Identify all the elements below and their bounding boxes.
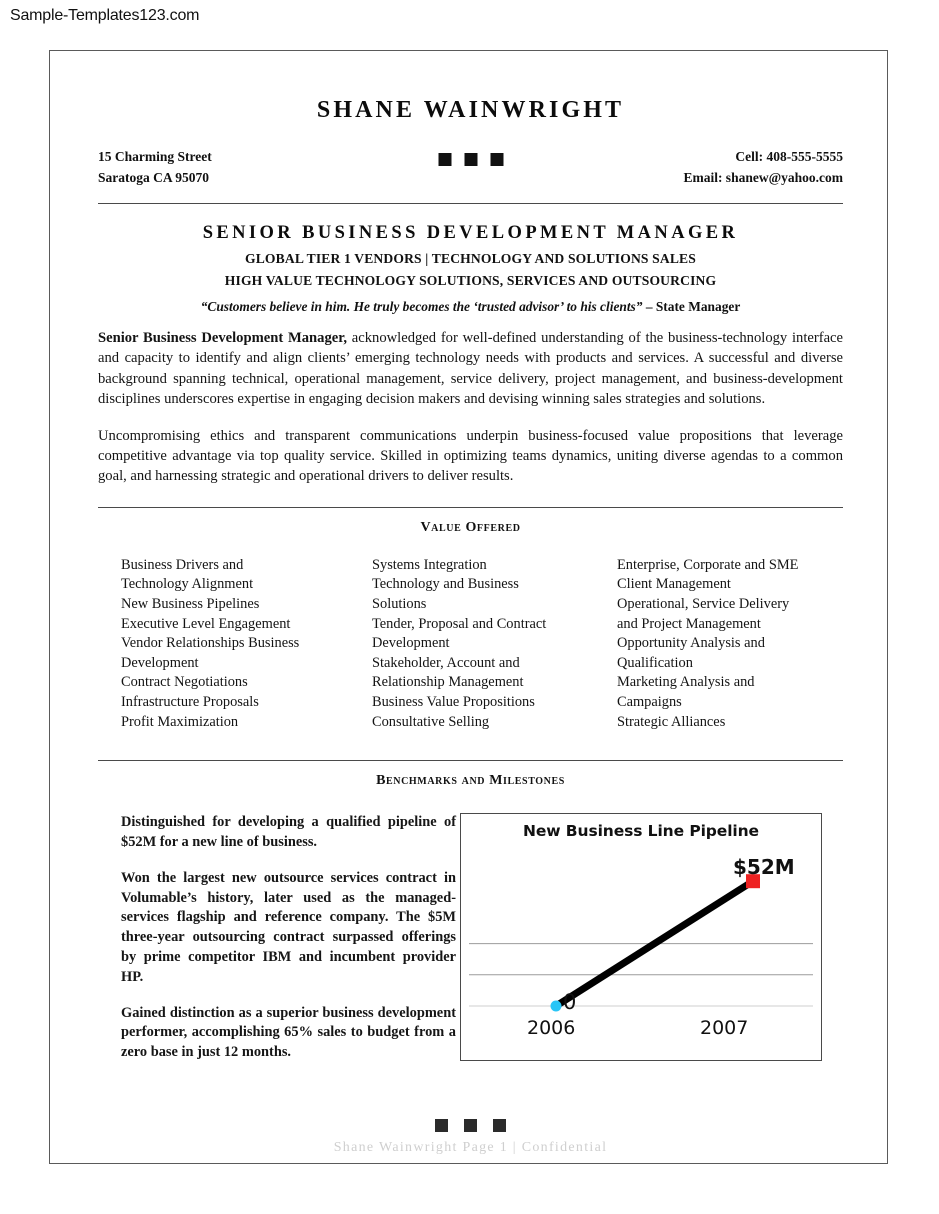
job-title: SENIOR BUSINESS DEVELOPMENT MANAGER [202, 223, 739, 243]
contact-details [683, 146, 843, 188]
value-item: Solutions [372, 596, 427, 613]
value-column-1 [121, 556, 372, 732]
square-glyph [435, 1119, 448, 1132]
benchmark-paragraph: Distinguished for developing a qualified pipeline of $52M for a new line of business. [121, 814, 456, 850]
value-item: and Project Management [617, 615, 761, 632]
value-item: Consultative Selling [372, 713, 490, 730]
email-text: Email: shanew@yahoo.com [683, 170, 843, 185]
value-item: Executive Level Engagement [121, 615, 291, 632]
square-glyph [438, 153, 451, 166]
quote-text: “Customers believe in him. He truly becomes the ‘trusted advisor’ to his clients” [200, 299, 643, 314]
value-item: Business Value Propositions [372, 694, 535, 710]
headline-block [98, 221, 843, 316]
value-item: Operational, Service Delivery [617, 596, 790, 613]
contact-row [98, 146, 843, 192]
three-squares-icon [438, 153, 503, 166]
chart-point-label-end: $52M [733, 855, 795, 880]
value-item: Strategic Alliances [617, 713, 726, 730]
three-squares-icon [98, 1119, 843, 1132]
value-item: Qualification [617, 654, 693, 671]
square-glyph [490, 153, 503, 166]
square-glyph [464, 1119, 477, 1132]
square-glyph [464, 153, 477, 166]
value-item: Opportunity Analysis and [617, 635, 765, 652]
benchmarks-heading: Benchmarks and Milestones [376, 773, 565, 789]
value-item: Infrastructure Proposals [121, 694, 259, 710]
value-item: Technology Alignment [121, 576, 254, 593]
chart-point-label-start: 0 [563, 990, 577, 1015]
value-item: Technology and Business [372, 576, 519, 593]
value-item: Development [372, 635, 450, 652]
address-line-2: Saratoga CA 95070 [98, 170, 209, 185]
site-watermark: Sample-Templates123.com [10, 7, 200, 24]
value-item: Business Drivers and [121, 556, 244, 573]
value-item: Systems Integration [372, 556, 487, 573]
value-item: Enterprise, Corporate and SME [617, 556, 799, 573]
phone-text: Cell: 408-555-5555 [735, 149, 843, 164]
job-subtitle-1: GLOBAL TIER 1 VENDORS | TECHNOLOGY AND SOLUTIONS SALES [244, 251, 696, 266]
footer-text: Shane Wainwright Page 1 | Confidential [333, 1140, 608, 1155]
chart-canvas [461, 814, 821, 1060]
value-item: Marketing Analysis and [617, 674, 755, 691]
benchmarks-divider [98, 760, 843, 761]
address-block [98, 146, 212, 188]
header-divider [98, 203, 843, 204]
value-column-2 [372, 556, 617, 732]
benchmarks-text-column [98, 813, 456, 1063]
summary-body-1: acknowledged for well-defined understanding of the business-technology interface and capacity to identify and align clients’ emerging technology needs with products and services. A successful and diverse background spanning technical, operational management, service delivery, project management, and business-development disciplines underscores expertise in engaging decision makers and devising winning sales strategies and solutions. [98, 330, 844, 408]
summary-lead-in: Senior Business Development Manager, [98, 330, 348, 346]
value-item: Profit Maximization [121, 713, 239, 730]
value-item: New Business Pipelines [121, 596, 260, 613]
value-item: Vendor Relationships Business [121, 635, 300, 652]
value-column-3 [617, 556, 857, 732]
quote-attribution: – State Manager [642, 299, 741, 314]
square-glyph [493, 1119, 506, 1132]
chart-xtick-2006: 2006 [527, 1017, 576, 1040]
address-line-1: 15 Charming Street [98, 149, 212, 164]
candidate-name: SHANE WAINWRIGHT [316, 97, 625, 123]
value-item: Development [121, 654, 199, 671]
value-offered-columns [98, 556, 843, 732]
chart-title: New Business Line Pipeline [523, 822, 759, 841]
chart-xtick-2007: 2007 [700, 1017, 749, 1040]
value-item: Client Management [617, 576, 731, 593]
value-offered-heading: Value Offered [420, 519, 521, 535]
testimonial-quote [98, 297, 843, 316]
value-item: Campaigns [617, 694, 682, 710]
summary-paragraph-2: Uncompromising ethics and transparent communications underpin business-focused value propositions that leverage competitive advantage via top quality service. Skilled in optimizing teams dynamics, uniting diverse agendas to a common goal, and harnessing strategic and operational drivers to deliver results. [98, 427, 843, 485]
pipeline-chart [460, 813, 822, 1061]
job-subtitle-2: HIGH VALUE TECHNOLOGY SOLUTIONS, SERVICES AND OUTSOURCING [224, 273, 717, 288]
chart-marker-start [551, 1001, 562, 1012]
value-offered-divider [98, 507, 843, 508]
resume-page [49, 50, 888, 1164]
value-item: Stakeholder, Account and [372, 654, 520, 671]
summary-paragraph-1 [98, 328, 843, 410]
resume-content [98, 97, 844, 1155]
benchmark-paragraph: Gained distinction as a superior business development performer, accomplishing 65% sales to budget from a zero base in just 12 months. [121, 1004, 456, 1061]
benchmarks-body [98, 813, 843, 1063]
benchmark-paragraph: Won the largest new outsource services contract in Volumable’s history, later used as the managed-services flagship and reference company. The $5M three-year outsourcing contract surpassed offerings by prime competitor IBM and incumbent provider HP. [121, 869, 456, 985]
value-item: Contract Negotiations [121, 674, 248, 691]
chart-series [551, 874, 761, 1011]
value-item: Tender, Proposal and Contract [372, 615, 547, 632]
value-item: Relationship Management [372, 674, 524, 691]
